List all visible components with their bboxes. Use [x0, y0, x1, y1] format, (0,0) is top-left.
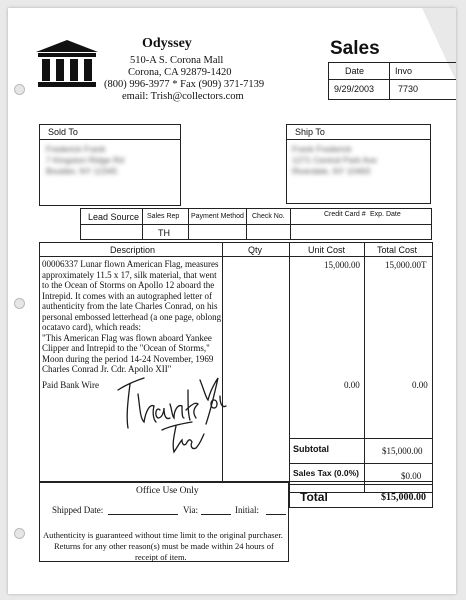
col-unit-cost: Unit Cost: [308, 245, 346, 255]
description-line: Charles Conrad Jr. Cdr. Apollo XII": [42, 364, 172, 374]
invoice-value: 7730: [398, 84, 419, 94]
company-email[interactable]: email: Trish@collectors.com: [122, 91, 244, 102]
description-line: Intrepid. It comes with an autographed letter of: [42, 290, 212, 301]
subtotal-value: $15,000.00: [382, 446, 423, 456]
date-value: 9/29/2003: [334, 84, 375, 94]
company-address-1: 510-A S. Corona Mall: [130, 55, 224, 66]
subtotal-label: Subtotal: [293, 444, 329, 454]
authenticity-line-1: Authenticity is guaranteed without time limit to the original purchaser.: [43, 530, 283, 540]
punch-hole: [14, 528, 25, 539]
item-total-cost: 0.00: [412, 380, 428, 390]
description-line: Moon during the period 14-24 November, 1969: [42, 353, 214, 364]
lead-source-label: Lead Source: [88, 212, 140, 222]
total-label: Total: [300, 490, 328, 504]
authenticity-line-3: receipt of item.: [135, 552, 187, 562]
shipped-date-label: Shipped Date:: [52, 505, 104, 515]
item-unit-cost: 15,000.00: [324, 260, 360, 270]
item-description: Paid Bank Wire: [42, 380, 99, 390]
description-line: to the Ocean of Storms on Apollo 12 aboard the: [42, 280, 215, 290]
ship-to-line-1: Frank Frederick: [292, 144, 352, 154]
description-line: personal embossed letterhead (a one page, oblong: [42, 311, 222, 322]
office-use-title: Office Use Only: [136, 486, 199, 496]
invoice-label: Invo: [395, 66, 413, 76]
description-line: authenticity from the late Charles Conrad, on his: [42, 301, 218, 311]
sales-rep-value: TH: [158, 228, 170, 238]
col-qty: Qty: [248, 245, 263, 255]
check-no-label: Check No.: [252, 213, 285, 220]
credit-card-label: Credit Card #: [324, 211, 366, 218]
payment-method-label: Payment Method: [191, 213, 244, 220]
initial-label: Initial:: [235, 505, 259, 515]
punch-hole: [14, 298, 25, 309]
via-label: Via:: [183, 505, 198, 515]
description-line: Clipper and Intrepid to the "Ocean of Storms,": [42, 343, 210, 353]
item-unit-cost: 0.00: [344, 380, 360, 390]
sales-tax-value: $0.00: [401, 471, 422, 481]
company-name: Odyssey: [142, 36, 192, 51]
via-line[interactable]: [201, 514, 231, 515]
item-total-cost: 15,000.00T: [385, 260, 427, 270]
description-line: "This American Flag was flown aboard Yankee: [42, 332, 212, 343]
columns-logo-icon: [36, 40, 98, 88]
initial-line[interactable]: [266, 514, 286, 515]
sales-tax-label: Sales Tax (0.0%): [293, 468, 359, 478]
company-phone: (800) 996-3977 * Fax (909) 371-7139: [104, 79, 265, 90]
authenticity-line-2: Returns for any other reason(s) must be made within 24 hours of: [54, 541, 274, 551]
sold-to-line-1: Frederick Frank: [46, 144, 106, 154]
total-value: $15,000.00: [381, 492, 426, 503]
sold-to-label: Sold To: [48, 127, 78, 137]
description-line: approximately 11.5 x 17, silk material, that went: [42, 269, 217, 280]
sold-to-line-3: Boulder, NY 12345: [46, 166, 118, 176]
sold-to-line-2: 7 Kingston Ridge Rd: [46, 155, 124, 165]
date-label: Date: [345, 66, 365, 76]
col-total-cost: Total Cost: [377, 245, 418, 255]
punch-hole: [14, 84, 25, 95]
invoice-page: [8, 8, 456, 594]
ship-to-label: Ship To: [295, 127, 325, 137]
handwritten-signature: [110, 360, 230, 456]
description-line: ocatavo card), which reads:: [42, 322, 141, 332]
col-description: Description: [110, 245, 156, 255]
sales-rep-label: Sales Rep: [147, 213, 180, 220]
shipped-date-line[interactable]: [108, 514, 178, 515]
ship-to-line-2: 1271 Central Park Ave: [292, 155, 377, 165]
exp-date-label: Exp. Date: [370, 211, 401, 218]
company-address-2: Corona, CA 92879-1420: [128, 67, 232, 78]
description-line: 00006337 Lunar flown American Flag, measures: [42, 259, 219, 269]
document-title: Sales: [330, 38, 380, 59]
ship-to-line-3: Riverdale, NY 10463: [292, 166, 371, 176]
item-description: [42, 259, 221, 375]
